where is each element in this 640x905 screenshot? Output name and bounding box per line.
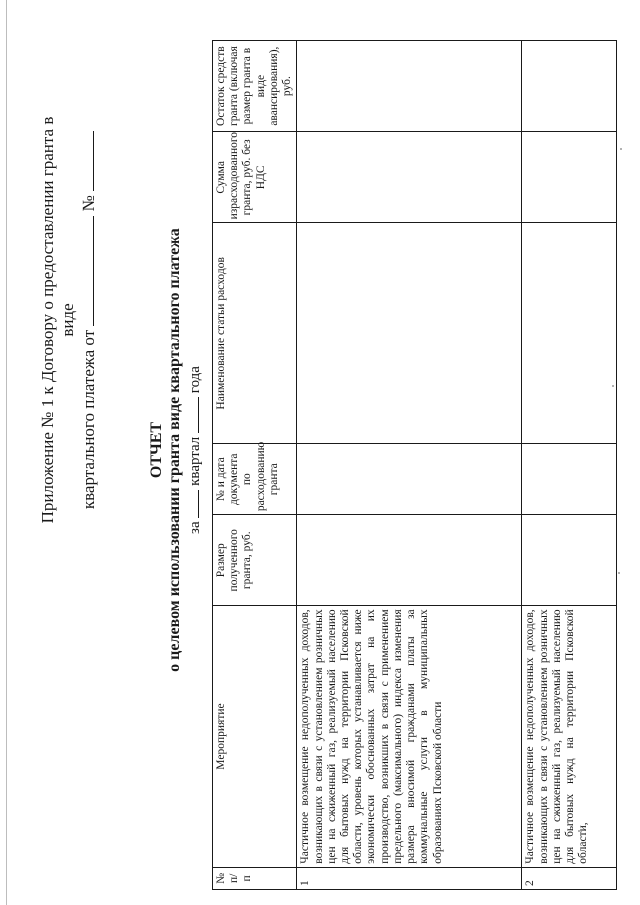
report-subtitle: о целевом использовании гранта виде квартального платежа bbox=[166, 228, 184, 672]
row-event: Частичное возмещение недополученных доходов, возникающих в связи с установлением розничных цен на сжиженный газ, реализуемый населению для бытовых нужд на территории Псковской области, уровень которых устанавливается ниже экономически обоснованных затрат на их производство, возникших в связи с применением предельного (максимального) индекса изменения размера вносимой гражданами платы за коммунальные услуги в муниципальных образованиях Псковской области bbox=[297, 606, 522, 867]
row-spent-sum-cell bbox=[522, 132, 617, 223]
header-grant-size: Размер полученного гранта, руб. bbox=[213, 515, 297, 606]
header-event: Мероприятие bbox=[213, 606, 297, 867]
row-expense-name-cell bbox=[522, 223, 617, 444]
table-row bbox=[522, 41, 617, 890]
number-sign: № bbox=[78, 195, 98, 212]
header-document: № и дата документа по расходованию гранта bbox=[213, 444, 297, 515]
row-event: Частичное возмещение недополученных доходов, возникающих в связи с установлением розничных цен на сжиженный газ, реализуемый населению для бытовых нужд на территории Псковской области, bbox=[522, 606, 617, 867]
period-quarter: квартал bbox=[186, 436, 203, 486]
scan-edge-line bbox=[6, 0, 7, 905]
rotated-document-page bbox=[20, 20, 630, 890]
row-number: 1 bbox=[297, 867, 522, 889]
contract-date-blank bbox=[93, 216, 94, 326]
report-title bbox=[148, 170, 204, 730]
row-document-cell bbox=[522, 444, 617, 515]
row-expense-name-cell bbox=[297, 223, 522, 444]
table-header-row bbox=[213, 41, 297, 890]
report-period bbox=[187, 170, 204, 730]
header-remaining: Остаток средств гранта (включая размер гранта в виде авансирования), руб. bbox=[213, 41, 297, 132]
row-remaining-cell bbox=[297, 41, 522, 132]
header-num: № п/п bbox=[213, 867, 297, 889]
appendix-header bbox=[38, 100, 99, 540]
report-heading: ОТЧЕТ bbox=[148, 421, 165, 479]
row-number: 2 bbox=[522, 867, 617, 889]
year-blank bbox=[198, 397, 199, 433]
table-row bbox=[297, 41, 522, 890]
grant-usage-table bbox=[212, 40, 617, 890]
row-document-cell bbox=[297, 444, 522, 515]
appendix-date-prefix: квартального платежа от bbox=[78, 329, 98, 510]
appendix-line2 bbox=[79, 100, 99, 540]
row-remaining-cell bbox=[522, 41, 617, 132]
period-year: года bbox=[186, 366, 203, 394]
header-spent-sum: Сумма израсходованного гранта, руб. без НДС bbox=[213, 132, 297, 223]
header-expense-name: Наименование статьи расходов bbox=[213, 223, 297, 444]
row-grant-size-cell bbox=[522, 515, 617, 606]
contract-number-blank bbox=[93, 131, 94, 191]
quarter-blank bbox=[198, 490, 199, 518]
row-spent-sum-cell bbox=[297, 132, 522, 223]
period-prefix: за bbox=[186, 521, 203, 534]
appendix-line1: Приложение № 1 к Договору о предоставлении гранта в виде bbox=[38, 116, 78, 524]
row-grant-size-cell bbox=[297, 515, 522, 606]
